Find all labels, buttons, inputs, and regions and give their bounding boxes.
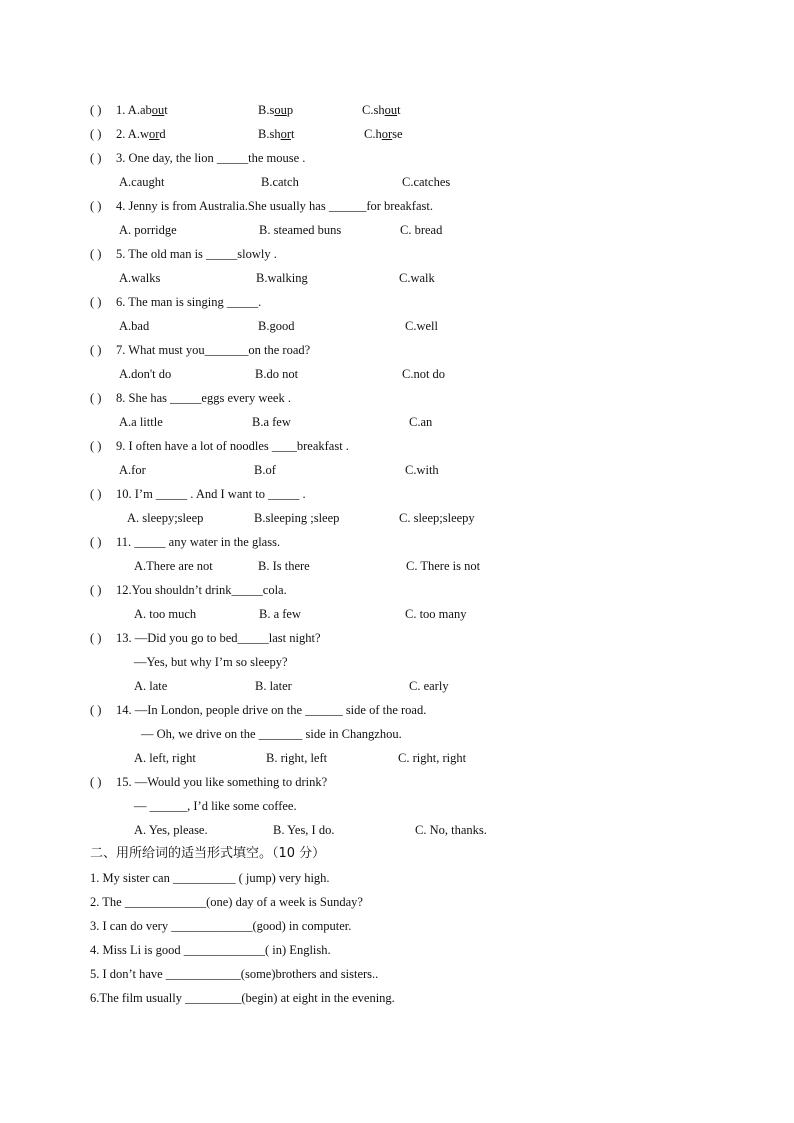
question-text: 15. —Would you like something to drink? [116,775,328,789]
question-14 [0,698,794,722]
question-text: 14. —In London, people drive on the ______ side of the road. [116,703,427,717]
option-a: A. sleepy;sleep [127,511,204,525]
option-c: C. early [409,679,449,693]
option-a: A. Yes, please. [134,823,208,837]
answer-bracket: ( ) [90,127,102,141]
option-c: C.an [409,415,433,429]
option-c: C.shout [362,103,401,117]
option-b: B. Yes, I do. [273,823,335,837]
option-b: B. steamed buns [259,223,342,237]
fill-item-2 [0,890,794,914]
option-b: B.of [254,463,276,477]
option-b: B.catch [261,175,299,189]
option-a: A.There are not [134,559,213,573]
fill-item-text: 1. My sister can __________ ( jump) very high. [90,871,330,885]
option-a: A. too much [134,607,197,621]
question-text: 8. She has _____eggs every week . [116,391,291,405]
answer-bracket: ( ) [90,487,102,501]
option-a: A. late [134,679,168,693]
answer-bracket: ( ) [90,775,102,789]
option-a: A. porridge [119,223,177,237]
option-c: C. There is not [406,559,481,573]
question-text: 11. _____ any water in the glass. [116,535,281,549]
question-10 [0,482,794,506]
option-a: A. left, right [134,751,196,765]
question-3-options [0,170,794,194]
answer-bracket: ( ) [90,631,102,645]
question-5-options [0,266,794,290]
option-b: B. a few [259,607,301,621]
answer-bracket: ( ) [90,703,102,717]
option-c: C.well [405,319,438,333]
question-text: 10. I’m _____ . And I want to _____ . [116,487,306,501]
option-c: C.catches [402,175,451,189]
option-a: A.a little [119,415,163,429]
section-heading: 二、用所给词的适当形式填空。（10 分） [90,846,326,861]
question-text: 13. —Did you go to bed_____last night? [116,631,321,645]
question-14-options [0,746,794,770]
option-c: C.walk [399,271,435,285]
fill-item-6 [0,986,794,1010]
question-text: 9. I often have a lot of noodles ____breakfast . [116,439,349,453]
question-text: 1. A.about [116,103,168,117]
option-c: C. No, thanks. [415,823,487,837]
question-text: 4. Jenny is from Australia.She usually has ______for breakfast. [116,199,433,213]
question-6-options [0,314,794,338]
dialogue-reply: — ______, I’d like some coffee. [134,799,297,813]
answer-bracket: ( ) [90,151,102,165]
question-4-options [0,218,794,242]
option-b: B.do not [255,367,299,381]
option-a: A.bad [119,319,150,333]
fill-item-text: 2. The _____________(one) day of a week is Sunday? [90,895,363,909]
option-b: B.sleeping ;sleep [254,511,340,525]
question-15-reply [0,794,794,818]
answer-bracket: ( ) [90,295,102,309]
question-11 [0,530,794,554]
question-text: 5. The old man is _____slowly . [116,247,277,261]
option-c: C. bread [400,223,443,237]
answer-bracket: ( ) [90,103,102,117]
answer-bracket: ( ) [90,343,102,357]
option-a: A.walks [119,271,161,285]
option-b: B. right, left [266,751,328,765]
answer-bracket: ( ) [90,199,102,213]
option-a: A.for [119,463,146,477]
question-11-options [0,554,794,578]
section-2-heading [0,842,794,866]
option-b: B. later [255,679,292,693]
dialogue-reply: — Oh, we drive on the _______ side in Changzhou. [141,727,402,741]
question-15-options [0,818,794,842]
question-15 [0,770,794,794]
question-text: 12.You shouldn’t drink_____cola. [116,583,287,597]
answer-bracket: ( ) [90,583,102,597]
option-c: C. right, right [398,751,467,765]
fill-item-text: 4. Miss Li is good _____________( in) English. [90,943,331,957]
fill-item-text: 3. I can do very _____________(good) in computer. [90,919,352,933]
option-b: B.short [258,127,295,141]
question-12 [0,578,794,602]
option-c: C.with [405,463,439,477]
question-7-options [0,362,794,386]
question-9-options [0,458,794,482]
answer-bracket: ( ) [90,439,102,453]
question-9 [0,434,794,458]
question-1 [0,98,794,122]
question-5 [0,242,794,266]
question-8-options [0,410,794,434]
option-a: A.caught [119,175,165,189]
question-text: 7. What must you_______on the road? [116,343,311,357]
fill-item-5 [0,962,794,986]
fill-item-text: 6.The film usually _________(begin) at eight in the evening. [90,991,395,1005]
option-b: B.walking [256,271,308,285]
answer-bracket: ( ) [90,247,102,261]
question-12-options [0,602,794,626]
option-b: B.soup [258,103,294,117]
option-c: C. too many [405,607,467,621]
fill-item-1 [0,866,794,890]
question-8 [0,386,794,410]
option-c: C.not do [402,367,446,381]
answer-bracket: ( ) [90,535,102,549]
question-2 [0,122,794,146]
question-3 [0,146,794,170]
option-b: B.good [258,319,295,333]
option-b: B.a few [252,415,291,429]
answer-bracket: ( ) [90,391,102,405]
question-7 [0,338,794,362]
question-4 [0,194,794,218]
fill-item-3 [0,914,794,938]
option-b: B. Is there [258,559,310,573]
question-text: 3. One day, the lion _____the mouse . [116,151,306,165]
dialogue-reply: —Yes, but why I’m so sleepy? [134,655,288,669]
question-13-reply [0,650,794,674]
option-c: C.horse [364,127,403,141]
question-6 [0,290,794,314]
question-14-reply [0,722,794,746]
question-10-options [0,506,794,530]
fill-item-4 [0,938,794,962]
question-13-options [0,674,794,698]
option-c: C. sleep;sleepy [399,511,475,525]
question-text: 2. A.word [116,127,166,141]
question-13 [0,626,794,650]
option-a: A.don't do [119,367,172,381]
fill-item-text: 5. I don’t have ____________(some)brothers and sisters.. [90,967,379,981]
question-text: 6. The man is singing _____. [116,295,262,309]
